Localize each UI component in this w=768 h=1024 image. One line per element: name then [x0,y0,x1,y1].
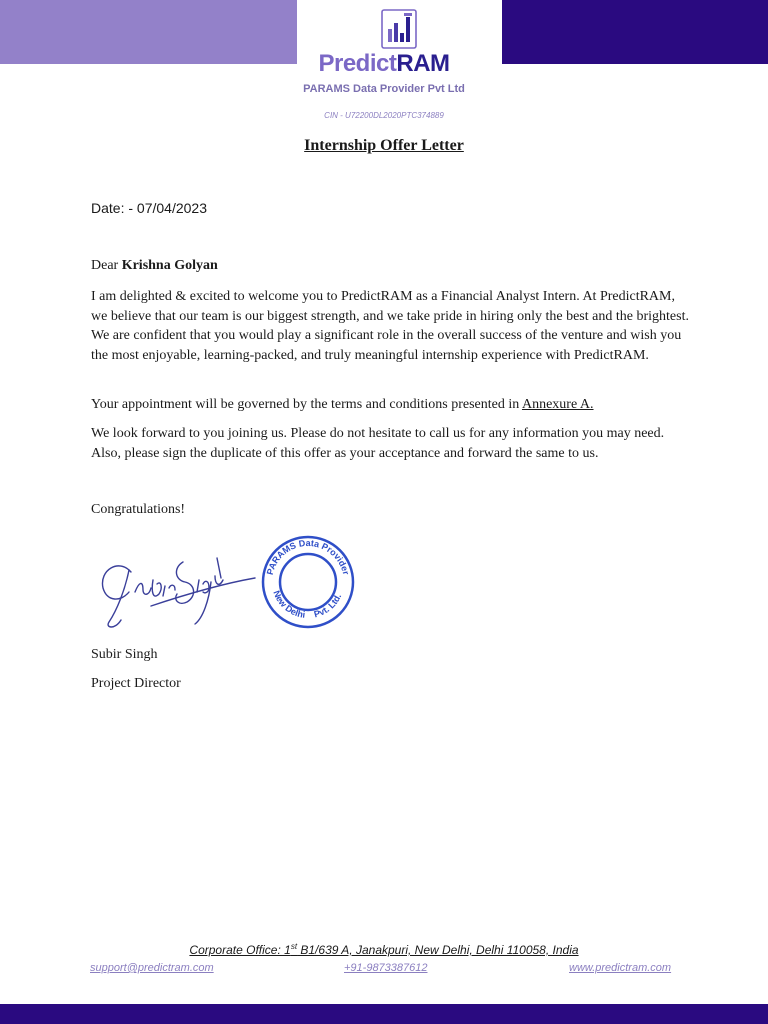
footer-email-link[interactable]: support@predictram.com [90,962,214,974]
handwritten-signature [91,540,259,632]
paragraph-closing: We look forward to you joining us. Please do not hesitate to call us for any information you may need. Also, please sign the duplicate of this offer as your acceptance and forward the same to us. [91,426,665,461]
corporate-office-address: Corporate Office: 1st B1/639 A, Janakpuri, New Delhi, Delhi 110058, India [189,942,579,957]
closing-line: Congratulations! [91,502,186,517]
letter-title: Internship Offer Letter [304,137,464,154]
signer-name: Subir Singh [91,647,158,662]
brand-name: PredictRAM [318,50,450,77]
cin-number: CIN - U72200DL2020PTC374889 [324,111,444,120]
company-seal-stamp [261,534,355,630]
paragraph-terms: Your appointment will be governed by the terms and conditions presented in Annexure A. [91,397,594,412]
svg-text:New Delhi: New Delhi [271,589,306,620]
footer-website-link[interactable]: www.predictram.com [569,962,672,974]
signer-title: Project Director [91,676,181,691]
annexure-link[interactable]: Annexure A. [521,397,594,412]
paragraph-welcome: I am delighted & excited to welcome you to PredictRAM as a Financial Analyst Intern. At PredictRAM, we believe that our team is our biggest strength, and we take pride in hiring only the best and the brightest. We are confident that you would play a significant role in the overall success of the venture and wish you the most enjoyable, learning-packed, and truly meaningful internship experience with PredictRAM. [91,289,689,363]
footer-phone-link[interactable]: +91-9873387612 [344,962,428,974]
salutation: Dear Krishna Golyan [91,258,218,273]
letter-date: Date: - 07/04/2023 [91,200,207,216]
svg-text:PARAMS Data Provider: PARAMS Data Provider [264,537,352,576]
bar-chart-logo-icon [381,9,417,49]
company-name: PARAMS Data Provider Pvt Ltd [303,83,465,95]
footer-band [0,1004,768,1024]
svg-text:Pvt. Ltd.: Pvt. Ltd. [312,592,344,620]
recipient-name: Krishna Golyan [121,258,218,273]
